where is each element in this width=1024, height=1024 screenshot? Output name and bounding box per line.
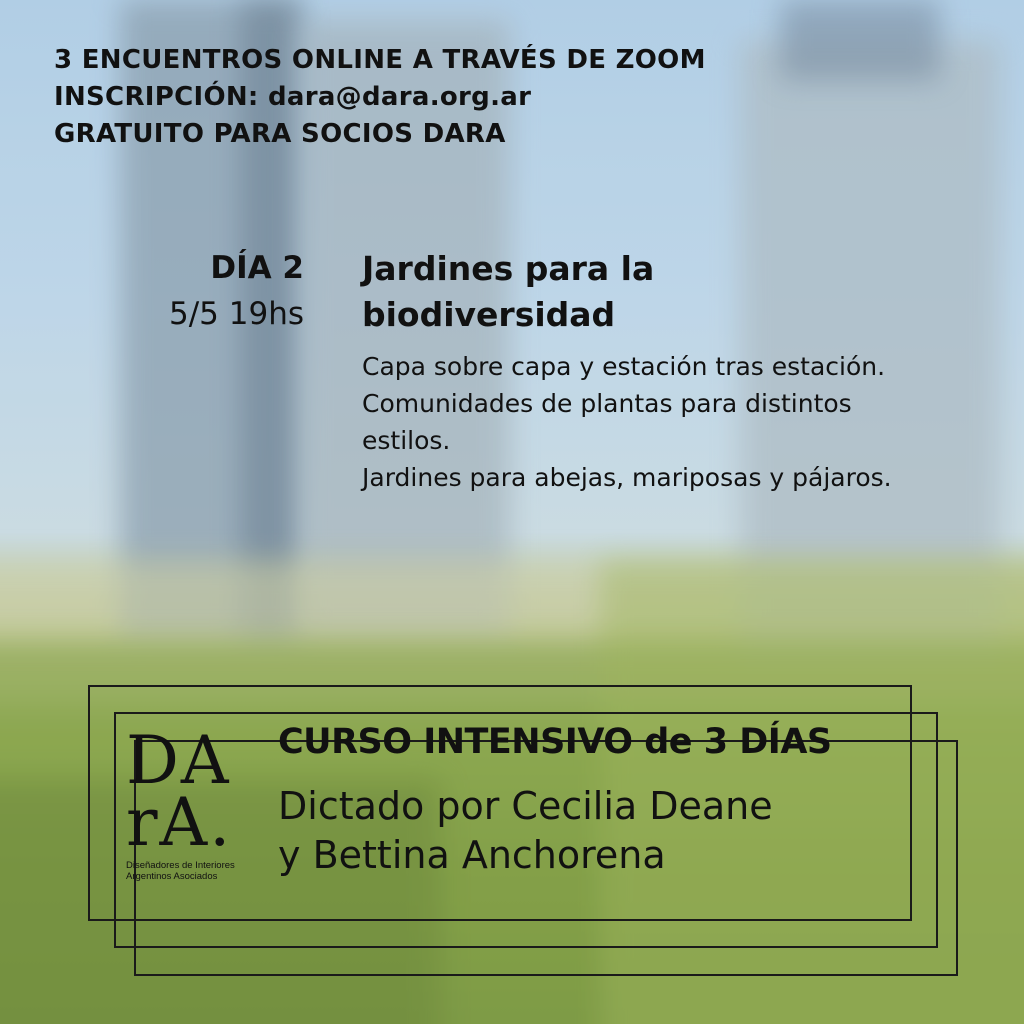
day-label: DÍA 2	[210, 250, 304, 286]
session-topics	[362, 348, 902, 496]
pricing-note: GRATUITO PARA SOCIOS DARA	[54, 119, 506, 149]
day-datetime: 5/5 19hs	[169, 296, 304, 332]
topic-item: Jardines para abejas, mariposas y pájaros.	[362, 463, 892, 492]
topic-item: Capa sobre capa y estación tras estación.	[362, 352, 886, 381]
logo-tagline-line1: Diseñadores de Interiores	[126, 860, 235, 871]
dara-logo	[126, 722, 286, 890]
instructors-line1: Dictado por Cecilia Deane	[278, 784, 773, 828]
session-title: Jardines para la biodiversidad	[362, 249, 655, 334]
event-format: 3 ENCUENTROS ONLINE A TRAVÉS DE ZOOM	[54, 45, 706, 75]
logo-letters-top: DA	[126, 722, 231, 799]
logo-tagline	[126, 860, 286, 882]
topic-item: Comunidades de plantas para distintos estilos.	[362, 389, 852, 455]
logo-letters	[126, 722, 286, 861]
logo-letters-bottom: rA.	[126, 784, 233, 861]
registration-email: INSCRIPCIÓN: dara@dara.org.ar	[54, 82, 532, 112]
banner-title: CURSO INTENSIVO de 3 DÍAS	[278, 722, 832, 762]
instructors-line2: y Bettina Anchorena	[278, 833, 666, 877]
event-info	[54, 42, 706, 153]
logo-tagline-line2: Argentinos Asociados	[126, 871, 218, 882]
